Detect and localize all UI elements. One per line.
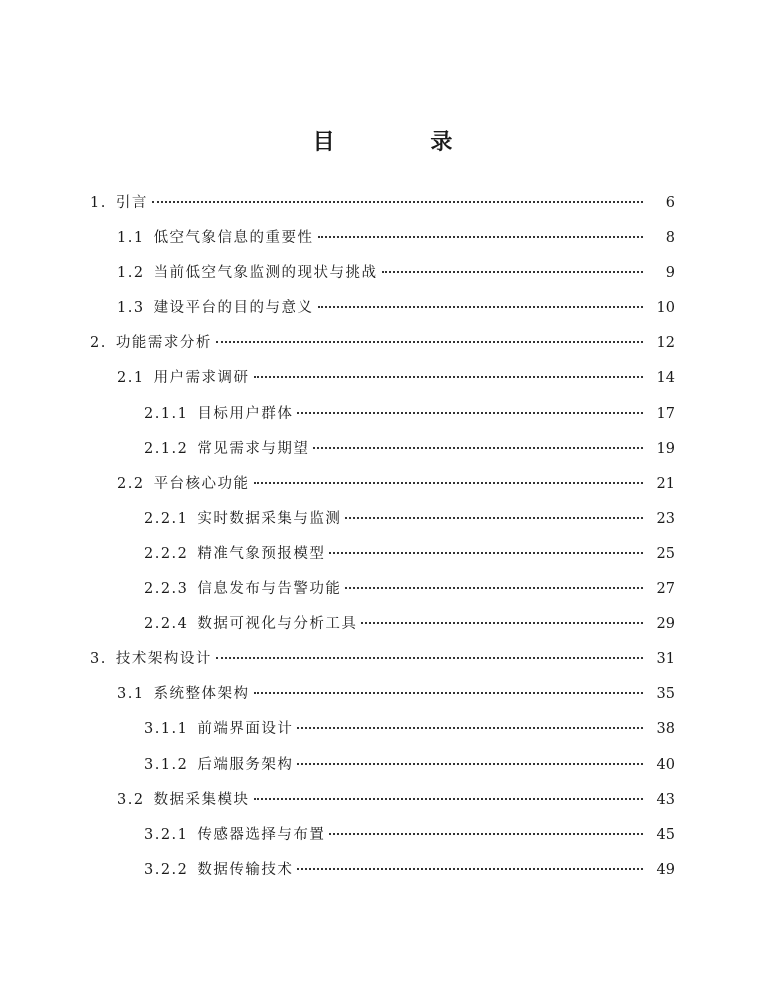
toc-entry-number: 3.2 bbox=[117, 791, 145, 808]
toc-entry-number: 2.2 bbox=[117, 475, 145, 492]
toc-entry[interactable] bbox=[0, 436, 765, 471]
toc-entry-title: 低空气象信息的重要性 bbox=[153, 230, 314, 247]
toc-entry[interactable] bbox=[0, 857, 765, 892]
toc-entry-page: 19 bbox=[656, 440, 675, 457]
page-title: 目 录 bbox=[312, 129, 497, 155]
toc-entry-number: 2. bbox=[90, 335, 107, 352]
toc-entry-title: 建设平台的目的与意义 bbox=[153, 300, 314, 317]
toc-entry-title: 数据传输技术 bbox=[197, 861, 294, 878]
toc-entry-number: 3.1 bbox=[117, 686, 145, 703]
toc-entry-page: 21 bbox=[656, 475, 675, 492]
toc-entry[interactable] bbox=[0, 541, 765, 576]
toc-entry-page: 45 bbox=[656, 826, 675, 843]
toc-entry[interactable] bbox=[0, 681, 765, 716]
toc-entry-page: 17 bbox=[656, 405, 675, 422]
dot-leader bbox=[329, 832, 643, 835]
toc-entry-number: 3.1.1 bbox=[144, 721, 189, 738]
toc-entry[interactable] bbox=[0, 611, 765, 646]
toc-entry-number: 2.2.4 bbox=[144, 616, 189, 633]
toc-entry-page: 12 bbox=[656, 335, 675, 352]
toc-entry-number: 2.1.2 bbox=[144, 440, 189, 457]
toc-entry-page: 27 bbox=[656, 581, 675, 598]
toc-entry-page: 9 bbox=[665, 265, 675, 282]
dot-leader bbox=[254, 375, 643, 378]
toc-entry[interactable] bbox=[0, 787, 765, 822]
toc-entry[interactable] bbox=[0, 190, 765, 225]
toc-entry-title: 精准气象预报模型 bbox=[197, 545, 326, 562]
toc-entry-page: 43 bbox=[656, 791, 675, 808]
dot-leader bbox=[254, 797, 643, 800]
toc-entry[interactable] bbox=[0, 401, 765, 436]
dot-leader bbox=[216, 656, 643, 659]
dot-leader bbox=[382, 270, 643, 273]
dot-leader bbox=[216, 340, 643, 343]
toc-entry-page: 38 bbox=[656, 721, 675, 738]
dot-leader bbox=[152, 200, 643, 203]
dot-leader bbox=[254, 691, 643, 694]
toc-entry-title: 信息发布与告警功能 bbox=[197, 581, 342, 598]
dot-leader bbox=[318, 305, 643, 308]
toc-entry-title: 系统整体架构 bbox=[153, 686, 250, 703]
toc-entry-title: 传感器选择与布置 bbox=[197, 826, 326, 843]
dot-leader bbox=[254, 481, 643, 484]
toc-entry[interactable] bbox=[0, 471, 765, 506]
toc-entry[interactable] bbox=[0, 646, 765, 681]
toc-entry-page: 23 bbox=[656, 510, 675, 527]
toc-entry-title: 用户需求调研 bbox=[153, 370, 250, 387]
toc-entry-number: 2.1.1 bbox=[144, 405, 189, 422]
dot-leader bbox=[345, 586, 643, 589]
toc-entry[interactable] bbox=[0, 260, 765, 295]
toc-entry-number: 1.1 bbox=[117, 230, 145, 247]
toc-entry-number: 2.2.1 bbox=[144, 510, 189, 527]
dot-leader bbox=[361, 621, 643, 624]
toc-entry[interactable] bbox=[0, 752, 765, 787]
toc-entry[interactable] bbox=[0, 295, 765, 330]
toc-entry[interactable] bbox=[0, 365, 765, 400]
toc-entry-title: 技术架构设计 bbox=[115, 651, 212, 668]
toc-entry-title: 目标用户群体 bbox=[197, 405, 294, 422]
toc-entry-title: 后端服务架构 bbox=[197, 756, 294, 773]
toc-entry-title: 数据可视化与分析工具 bbox=[197, 616, 358, 633]
toc-entry-page: 31 bbox=[656, 651, 675, 668]
toc-entry-page: 49 bbox=[656, 861, 675, 878]
toc-entry-number: 1.2 bbox=[117, 265, 145, 282]
toc-entry[interactable] bbox=[0, 330, 765, 365]
dot-leader bbox=[318, 235, 643, 238]
dot-leader bbox=[297, 411, 643, 414]
toc-entry-page: 14 bbox=[656, 370, 675, 387]
toc-entry-page: 10 bbox=[656, 300, 675, 317]
toc-entry-number: 1. bbox=[90, 195, 107, 211]
toc-entry-number: 3.1.2 bbox=[144, 756, 189, 773]
toc-entry[interactable] bbox=[0, 822, 765, 857]
toc-entry-number: 3. bbox=[90, 651, 107, 668]
toc-entry-page: 6 bbox=[665, 195, 675, 211]
dot-leader bbox=[297, 762, 643, 765]
toc-entry[interactable] bbox=[0, 225, 765, 260]
toc-entry-number: 2.2.2 bbox=[144, 545, 189, 562]
toc-entry-title: 平台核心功能 bbox=[153, 475, 250, 492]
toc-entry-number: 1.3 bbox=[117, 300, 145, 317]
toc-entry-title: 前端界面设计 bbox=[197, 721, 294, 738]
toc-entry-title: 当前低空气象监测的现状与挑战 bbox=[153, 265, 378, 282]
dot-leader bbox=[297, 867, 643, 870]
toc-entry-title: 实时数据采集与监测 bbox=[197, 510, 342, 527]
toc-entry-page: 25 bbox=[656, 545, 675, 562]
dot-leader bbox=[345, 516, 643, 519]
toc-entry-number: 2.2.3 bbox=[144, 581, 189, 598]
toc-entry-number: 3.2.1 bbox=[144, 826, 189, 843]
toc-entry-page: 8 bbox=[665, 230, 675, 247]
dot-leader bbox=[297, 726, 643, 729]
toc-entry[interactable] bbox=[0, 576, 765, 611]
toc-entry-title: 数据采集模块 bbox=[153, 791, 250, 808]
toc-entry-number: 3.2.2 bbox=[144, 861, 189, 878]
dot-leader bbox=[329, 551, 643, 554]
table-of-contents bbox=[0, 190, 765, 892]
toc-entry[interactable] bbox=[0, 506, 765, 541]
toc-entry-page: 40 bbox=[656, 756, 675, 773]
dot-leader bbox=[313, 446, 643, 449]
toc-entry-title: 功能需求分析 bbox=[115, 335, 212, 352]
toc-entry-title: 常见需求与期望 bbox=[197, 440, 310, 457]
toc-entry-number: 2.1 bbox=[117, 370, 145, 387]
toc-entry-page: 35 bbox=[656, 686, 675, 703]
toc-entry[interactable] bbox=[0, 716, 765, 751]
toc-entry-title: 引言 bbox=[115, 195, 148, 211]
toc-entry-page: 29 bbox=[656, 616, 675, 633]
